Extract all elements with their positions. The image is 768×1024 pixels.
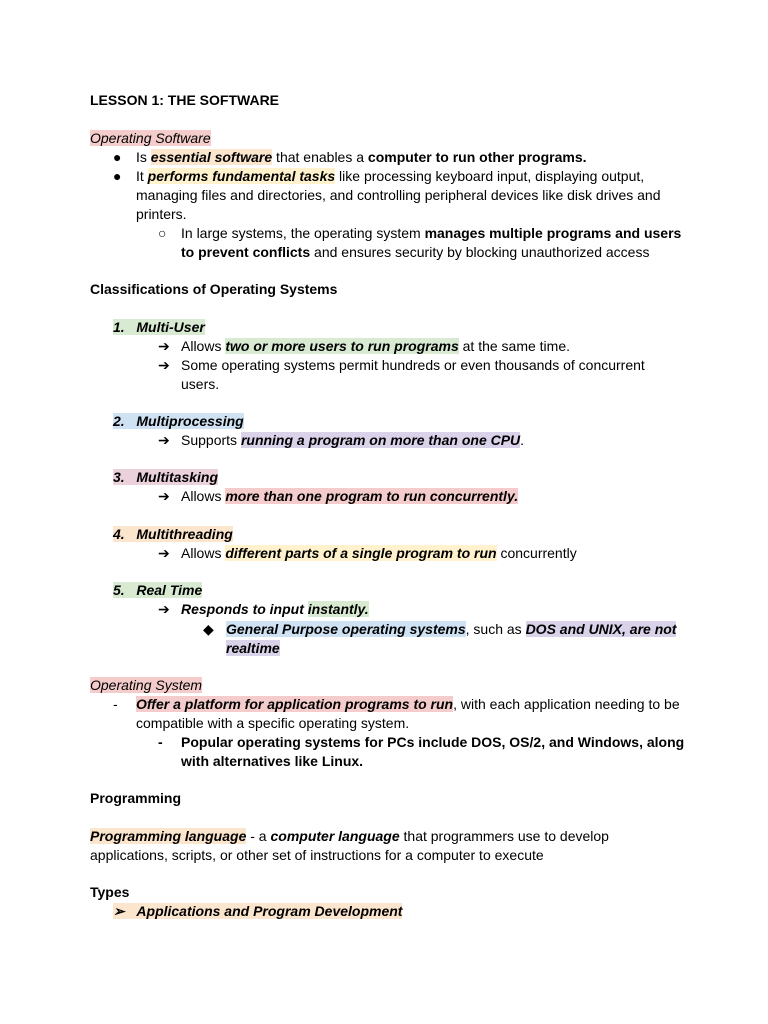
type-item-1: ➢ Applications and Program Development <box>113 903 403 919</box>
operating-system-point-2-line-1: Popular operating systems for PCs include DOS, OS/2, and Windows, along <box>181 734 685 750</box>
bullet-circle-icon: ○ <box>158 225 167 241</box>
multi-user-point-2-line-1: Some operating systems permit hundreds or even thousands of concurrent <box>181 357 645 373</box>
classification-item-multitasking: 3. Multitasking <box>113 469 219 485</box>
classification-item-real-time: 5. Real Time <box>113 582 203 598</box>
classification-item-multi-user: 1. Multi-User <box>113 319 205 335</box>
real-time-point-1: Responds to input instantly. <box>181 601 369 617</box>
multithreading-point-1: Allows different parts of a single program to run concurrently <box>181 545 577 561</box>
operating-system-point-1-line-1: Offer a platform for application programs to run, with each application needing to be <box>136 696 680 712</box>
page-title: LESSON 1: THE SOFTWARE <box>90 92 280 108</box>
arrow-icon: ➔ <box>158 601 170 617</box>
operating-system-point-2-line-2: with alternatives like Linux. <box>181 753 364 769</box>
os-bullet-2-line-3: printers. <box>136 206 187 222</box>
bullet-dot-icon: ● <box>113 168 122 184</box>
arrow-icon: ➔ <box>158 432 170 448</box>
section-heading-programming: Programming <box>90 790 182 806</box>
dash-icon: - <box>113 696 118 712</box>
os-sub-bullet-line-2: to prevent conflicts and ensures security by blocking unauthorized access <box>181 244 650 260</box>
dash-icon: - <box>158 734 163 750</box>
diamond-icon: ◆ <box>203 621 214 637</box>
classification-item-multiprocessing: 2. Multiprocessing <box>113 413 244 429</box>
classification-item-multithreading: 4. Multithreading <box>113 526 233 542</box>
multi-user-point-1: Allows two or more users to run programs at the same time. <box>181 338 571 354</box>
operating-system-point-1-line-2: compatible with a specific operating system. <box>136 715 410 731</box>
os-bullet-2-line-2: managing files and directories, and controlling peripheral devices like disk drives and <box>136 187 661 203</box>
os-bullet-1: Is essential software that enables a computer to run other programs. <box>136 149 587 165</box>
programming-definition-line-1: Programming language - a computer language that programmers use to develop <box>90 828 609 844</box>
arrow-icon: ➔ <box>158 488 170 504</box>
multi-user-point-2-line-2: users. <box>181 376 220 392</box>
section-heading-operating-system: Operating System <box>90 677 203 693</box>
arrow-icon: ➔ <box>158 338 170 354</box>
real-time-sub-point-line-1: General Purpose operating systems, such as DOS and UNIX, are not <box>226 621 677 637</box>
multiprocessing-point-1: Supports running a program on more than one CPU. <box>181 432 525 448</box>
arrow-icon: ➔ <box>158 545 170 561</box>
section-heading-operating-software: Operating Software <box>90 130 211 146</box>
os-bullet-2-line-1: It performs fundamental tasks like processing keyboard input, displaying output, <box>136 168 645 184</box>
programming-definition-line-2: applications, scripts, or other set of instructions for a computer to execute <box>90 847 544 863</box>
section-heading-types: Types <box>90 884 130 900</box>
bullet-dot-icon: ● <box>113 149 122 165</box>
real-time-sub-point-line-2: realtime <box>226 640 280 656</box>
multitasking-point-1: Allows more than one program to run concurrently. <box>181 488 519 504</box>
section-heading-classifications: Classifications of Operating Systems <box>90 281 338 297</box>
arrow-icon: ➔ <box>158 357 170 373</box>
arrowhead-icon: ➢ <box>113 903 125 919</box>
os-sub-bullet-line-1: In large systems, the operating system manages multiple programs and users <box>181 225 682 241</box>
